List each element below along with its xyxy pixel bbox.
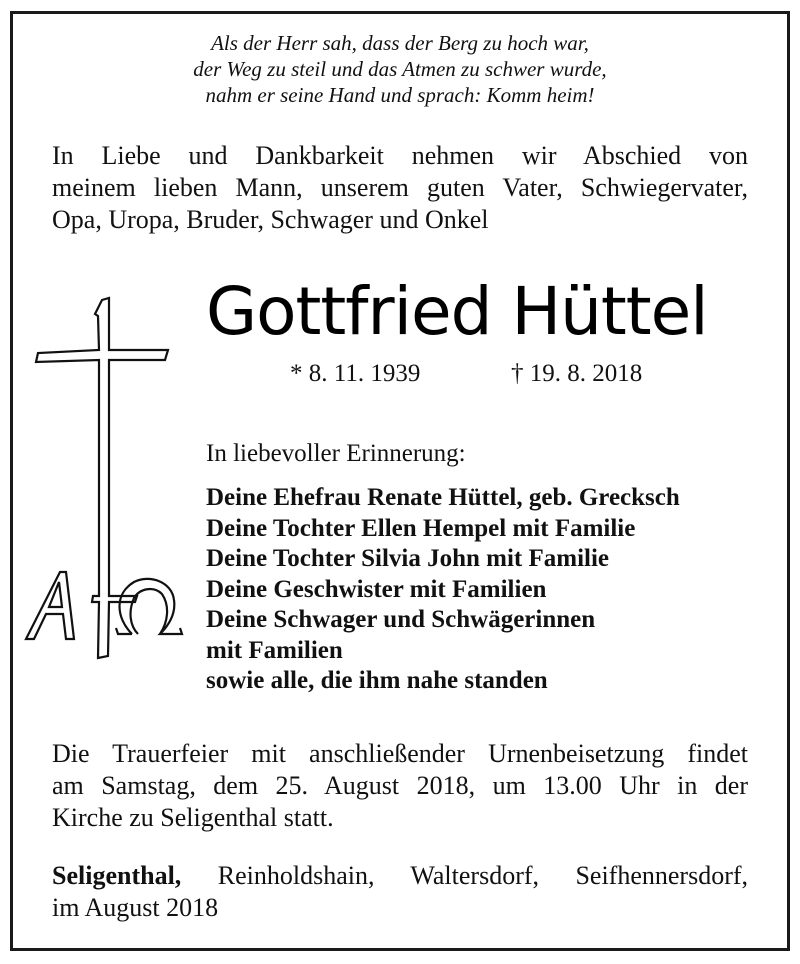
service-line: am Samstag, dem 25. August 2018, um 13.00 Uhr in der <box>52 771 748 800</box>
service-line: Die Trauerfeier mit anschließender Urnenbeisetzung findet <box>52 739 748 768</box>
family-line: Deine Ehefrau Renate Hüttel, geb. Grecksch <box>206 484 680 511</box>
family-line: Deine Tochter Silvia John mit Familie <box>206 545 610 572</box>
service-paragraph <box>52 738 748 834</box>
deceased-name: Gottfried Hüttel <box>206 273 708 350</box>
intro-paragraph <box>52 140 748 236</box>
family-line: Deine Tochter Ellen Hempel mit Familie <box>206 514 636 542</box>
family-line: sowie alle, die ihm nahe standen <box>206 667 548 694</box>
birth-date: * 8. 11. 1939 <box>290 360 421 387</box>
intro-line: In Liebe und Dankbarkeit nehmen wir Abschied von <box>52 141 748 170</box>
verse-line: der Weg zu steil und das Atmen zu schwer wurde, <box>193 57 607 81</box>
closing-places <box>52 860 748 892</box>
family-list <box>206 483 680 697</box>
family-line: Deine Schwager und Schwägerinnen <box>206 606 596 633</box>
family-line: Deine Geschwister mit Familien <box>206 575 547 603</box>
closing-date: im August 2018 <box>52 893 219 922</box>
intro-line: meinem lieben Mann, unserem guten Vater, Schwiegervater, <box>52 173 748 202</box>
memory-heading: In liebevoller Erinnerung: <box>206 440 466 467</box>
intro-line: Opa, Uropa, Bruder, Schwager und Onkel <box>52 205 489 234</box>
verse-block <box>0 30 800 108</box>
closing-places-list: Reinholdshain, Waltersdorf, Seifhennersdorf, <box>217 861 749 890</box>
death-date: † 19. 8. 2018 <box>511 360 643 387</box>
service-line: Kirche zu Seligenthal statt. <box>52 803 334 832</box>
verse-line: nahm er seine Hand und sprach: Komm heim! <box>205 83 595 107</box>
closing-block <box>52 860 748 924</box>
cross-alpha-omega-icon <box>22 296 187 661</box>
family-line: mit Familien <box>206 636 343 664</box>
verse-line: Als der Herr sah, dass der Berg zu hoch war, <box>211 31 589 55</box>
closing-place-bold: Seligenthal, <box>52 861 182 890</box>
